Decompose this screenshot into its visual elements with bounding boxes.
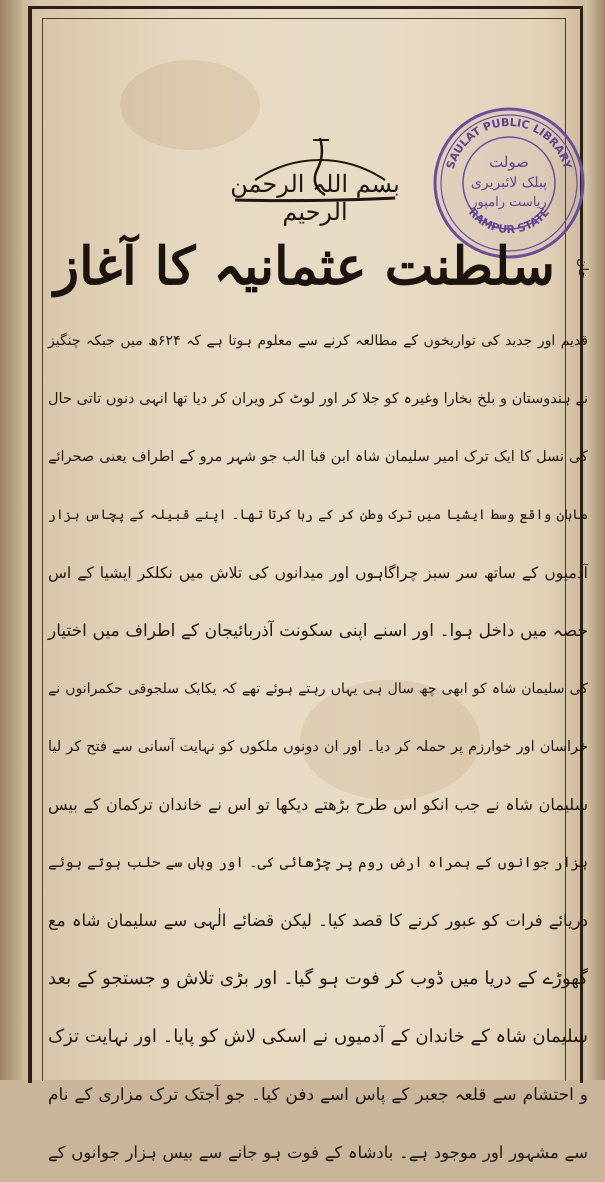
text-line: آدمیوں کے ساتھ سر سبز چراگاہوں اور میدانوں کی تلاش میں نکلکر ایشیا کے اس [48, 564, 588, 582]
text-line: کی نسل کا ایک ترک امیر سلیمان شاہ ابن قبا الب جو شہر مرو کے اطراف یعنی صحرائے [48, 449, 588, 465]
text-line: سلیمان شاہ کے خاندان کے آدمیوں نے اسکی لاش کو پایا۔ اور نہایت تزک [48, 1026, 588, 1047]
page-left-edge [0, 0, 22, 1080]
text-line: کی سلیمان شاہ کو ابھی چھ سال ہی یہاں رہتے ہوئے تھے کہ یکایک سلجوقی حکمرانوں نے [48, 681, 588, 697]
text-line: حصہ میں داخل ہوا۔ اور اسنے اپنی سکونت آذربائیجان کے اطراف میں اختیار [48, 621, 588, 641]
text-line: نے ہندوستان و بلخ بخارا وغیرہ کو جلا کر اور لوٹ کر ویران کر دیا تھا انہی دنوں تاتی حال [48, 391, 588, 407]
seal-urdu-line-2: پبلک لائبریری [470, 175, 548, 191]
text-line: گھوڑے کے دریا میں ڈوب کر فوت ہو گیا۔ اور بڑی تلاش و جستجو کے بعد [48, 968, 588, 989]
text-line: دریائے فرات کو عبور کرنے کا قصد کیا۔ لیکن قضائے الٰہی سے سلیمان شاہ مع [48, 911, 588, 930]
text-line: ہزار جوانوں کے ہمراہ ارض روم پر چڑھائی کی۔ اور وہاں سے حلب ہوتے ہوئے [48, 855, 588, 871]
text-line: قدیم اور جدید کی تواریخوں کے مطالعہ کرنے سے معلوم ہوتا ہے کہ ۶۲۴ھ میں جبکہ چنگیز [48, 333, 588, 349]
body-text [48, 312, 588, 1182]
text-line: سلیمان شاہ نے جب انکو اس طرح بڑھتے دیکھا تو اس نے خاندان ترکمان کے بیس [48, 795, 588, 814]
bismillah-calligraphy [225, 130, 405, 226]
chapter-title: سلطنت عثمانیہ کا آغاز [54, 236, 555, 297]
seal-urdu-line-1: صولت [489, 153, 529, 171]
margin-note: خان [575, 258, 590, 280]
bismillah-text: بسم اللہ الرحمن الرحیم [230, 170, 400, 226]
seal-bottom-text: RAMPUR STATE [466, 205, 552, 237]
page-right-edge [585, 0, 605, 1080]
text-line: ماہان واقع وسط ایشیا میں ترک وطن کر کے رہا کرتا تھا۔ اپنے قبیلہ کے پچاس ہزار [48, 507, 588, 523]
seal-urdu-line-3: ریاست رامپور [471, 195, 547, 210]
text-line: سے مشہور اور موجود ہے۔ بادشاہ کے فوت ہو جانے سے بیس ہزار جوانوں کے [48, 1143, 588, 1162]
text-line: و احتشام سے قلعہ جعبر کے پاس اسے دفن کیا۔ جو آجتک ترک مزاری کے نام [48, 1085, 588, 1105]
text-line: خراسان اور خوارزم پر حملہ کر دیا۔ اور ان دونوں ملکوں کو نہایت آسانی سے فتح کر لیا [48, 739, 588, 755]
seal-top-text: SAULAT PUBLIC LIBRARY [443, 115, 575, 171]
